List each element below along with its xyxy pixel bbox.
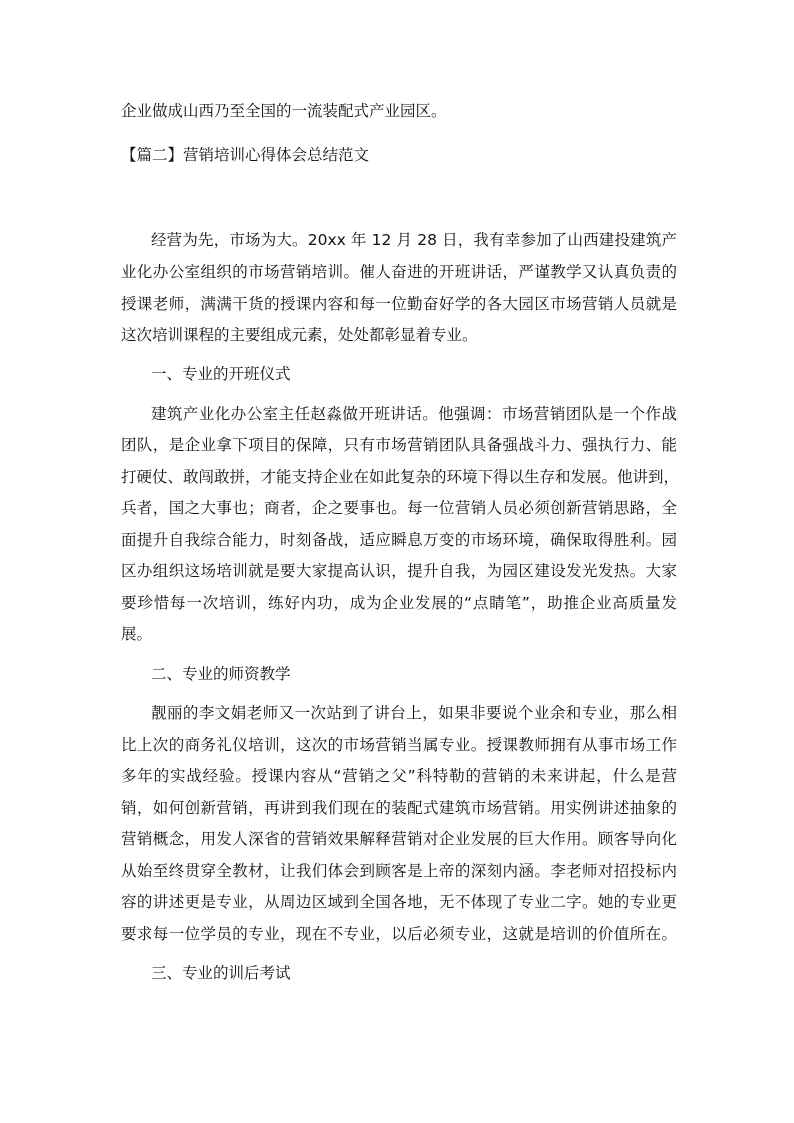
text-line: 业化办公室组织的市场营销培训。催人奋进的开班讲话，严谨教学又认真负责的	[121, 263, 677, 281]
text-line: 团队，是企业拿下项目的保障，只有市场营销团队具备强战斗力、强执行力、能	[121, 436, 677, 454]
text-line: 从始至终贯穿全教材，让我们体会到顾客是上帝的深刻内涵。李老师对招投标内	[121, 862, 677, 880]
text-line: 建筑产业化办公室主任赵淼做开班讲话。他强调：市场营销团队是一个作战	[151, 405, 677, 423]
text-line: 展。	[121, 625, 153, 643]
text-line: 靓丽的李文娟老师又一次站到了讲台上，如果非要说个业余和专业，那么相	[151, 704, 677, 722]
text-line: 多年的实战经验。授课内容从“营销之父”科特勒的营销的未来讲起，什么是营	[121, 767, 677, 785]
text-line: 这次培训课程的主要组成元素，处处都彰显着专业。	[121, 326, 478, 344]
text-line: 要珍惜每一次培训，练好内功，成为企业发展的“点睛笔”，助推企业高质量发	[121, 594, 677, 612]
text-line: 打硬仗、敢闯敢拼，才能支持企业在如此复杂的环境下得以生存和发展。他讲到，	[121, 468, 680, 486]
text-line: 容的讲述更是专业，从周边区域到全国各地，无不体现了专业二字。她的专业更	[121, 893, 677, 911]
text-line: 企业做成山西乃至全国的一流装配式产业园区。	[121, 102, 447, 120]
section-title: 【篇二】营销培训心得体会总结范文	[121, 146, 370, 164]
section-heading: 二、专业的师资教学	[151, 665, 291, 683]
text-line: 销，如何创新营销，再讲到我们现在的装配式建筑市场营销。用实例讲述抽象的	[121, 799, 677, 817]
text-line: 兵者，国之大事也；商者，企之要事也。每一位营销人员必须创新营销思路，全	[121, 499, 677, 517]
text-line: 营销概念，用发人深省的营销效果解释营销对企业发展的巨大作用。顾客导向化	[121, 830, 677, 848]
section-heading: 三、专业的训后考试	[151, 964, 291, 982]
text-line: 授课老师，满满干货的授课内容和每一位勤奋好学的各大园区市场营销人员就是	[121, 295, 677, 313]
text-line: 比上次的商务礼仪培训，这次的市场营销当属专业。授课教师拥有从事市场工作	[121, 736, 677, 754]
text-line: 面提升自我综合能力，时刻备战，适应瞬息万变的市场环境，确保取得胜利。园	[121, 531, 677, 549]
section-heading: 一、专业的开班仪式	[151, 365, 291, 383]
text-line: 区办组织这场培训就是要大家提高认识，提升自我，为园区建设发光发热。大家	[121, 562, 677, 580]
text-line: 经营为先，市场为大。20xx 年 12 月 28 日，我有幸参加了山西建投建筑产	[151, 231, 677, 249]
text-line: 要求每一位学员的专业，现在不专业，以后必须专业，这就是培训的价值所在。	[121, 925, 677, 943]
